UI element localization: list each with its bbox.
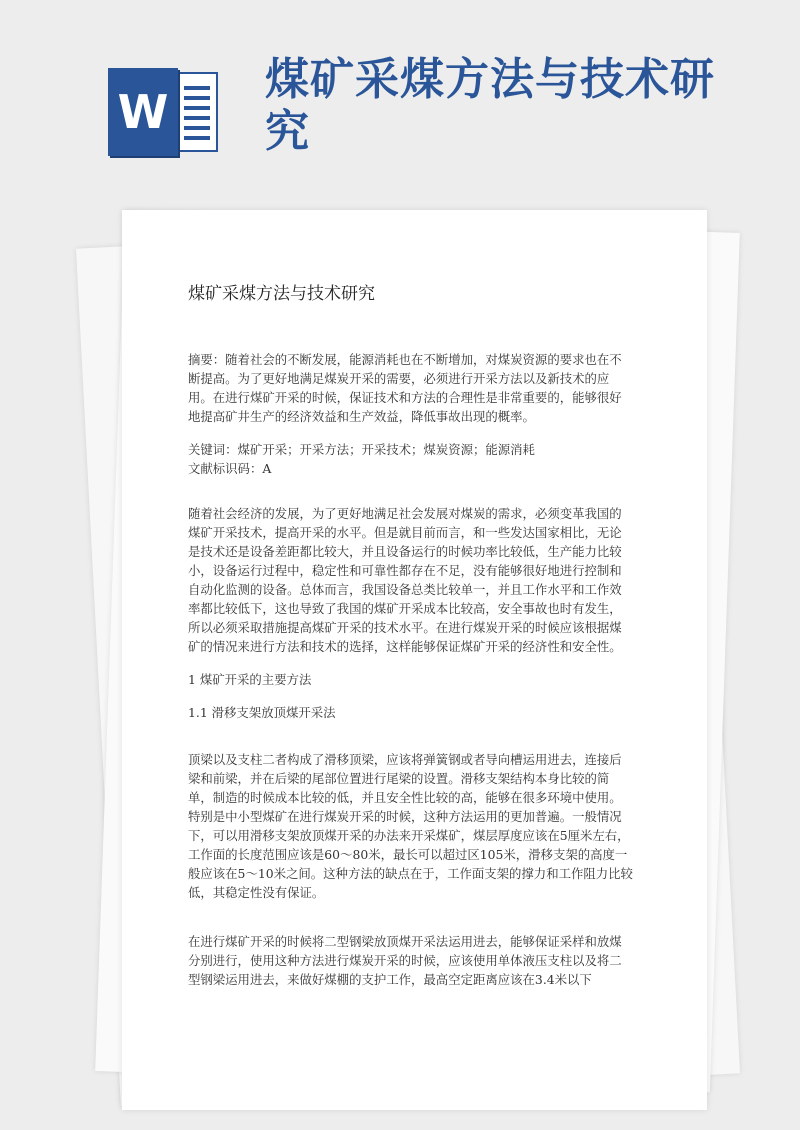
- doc-code-line: 文献标识码：A: [188, 461, 272, 476]
- section-heading-1: 1 煤矿开采的主要方法: [188, 672, 312, 687]
- document-body: [188, 282, 633, 1003]
- page-heading: 煤矿采煤方法与技术研究: [265, 54, 715, 157]
- section-heading-1-1: 1.1 滑移支架放顶煤开采法: [188, 705, 336, 720]
- abstract-paragraph: 摘要：随着社会的不断发展，能源消耗也在不断增加，对煤炭资源的要求也在不断提高。为了更好地满足煤炭开采的需要，必须进行开采方法以及新技术的应用。在进行煤矿开采的时候，保证技术和方法的合理性是非常重要的，能够很好地提高矿井生产的经济效益和生产效益，降低事故出现的概率。: [188, 352, 622, 424]
- intro-paragraph: 随着社会经济的发展，为了更好地满足社会发展对煤炭的需求，必须变革我国的煤矿开采技术，提高开采的水平。但是就目前而言，和一些发达国家相比，无论是技术还是设备差距都比较大，并且设备运行的时候功率比较低，生产能力比较小，设备运行过程中，稳定性和可靠性都存在不足，没有能够很好地进行控制和自动化监测的设备。总体而言，我国设备总类比较单一，并且工作水平和工作效率都比较低下，这也导致了我国的煤矿开采成本比较高，安全事故也时有发生，所以必须采取措施提高煤矿开采的技术水平。在进行煤炭开采的时候应该根据煤矿的情况来进行方法和技术的选择，这样能够保证煤矿开采的经济性和安全性。: [188, 506, 622, 654]
- word-letter-badge: W: [108, 68, 178, 156]
- word-document-icon: [108, 68, 220, 156]
- body-paragraph-2: 顶梁以及支柱二者构成了滑移顶梁，应该将弹簧钢或者导向槽运用进去，连接后梁和前梁，并在后梁的尾部位置进行尾梁的设置。滑移支架结构本身比较的简单，制造的时候成本比较的低，并且安全性比较的高，能够在很多环境中使用。特别是中小型煤矿在进行煤炭开采的时候，这种方法运用的更加普遍。一般情况下，可以用滑移支架放顶煤开采的办法来开采煤矿，煤层厚度应该在5厘米左右，工作面的长度范围应该是60～80米，最长可以超过区105米，滑移支架的高度一般应该在5～10米之间。这种方法的缺点在于，工作面支架的撑力和工作阻力比较低，其稳定性没有保证。: [188, 752, 633, 900]
- document-title: 煤矿采煤方法与技术研究: [188, 284, 375, 304]
- keywords-line: 关键词：煤矿开采；开采方法；开采技术；煤炭资源；能源消耗: [188, 442, 535, 457]
- body-paragraph-3: 在进行煤矿开采的时候将二型钢梁放顶煤开采法运用进去，能够保证采样和放煤分别进行，使用这种方法进行煤炭开采的时候，应该使用单体液压支柱以及将二型钢梁运用进去，来做好煤棚的支护工作，最高空定距离应该在3.4米以下: [188, 934, 622, 987]
